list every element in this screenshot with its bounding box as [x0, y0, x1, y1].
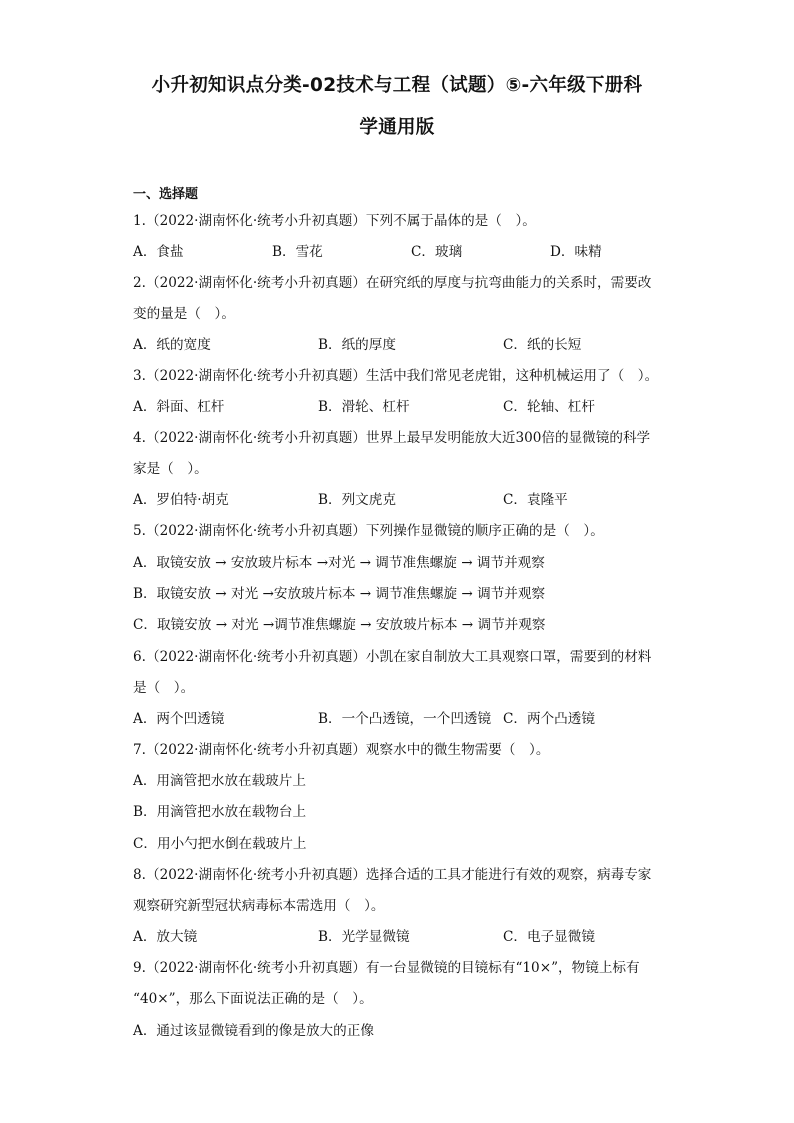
question-3-stem: 3.（2022·湖南怀化·统考小升初真题）生活中我们常见老虎钳，这种机械运用了（ ）。 [133, 368, 659, 384]
question-9-stem-line-2: “40×”，那么下面说法正确的是（ ）。 [133, 991, 373, 1007]
q6-option-a[interactable]: A．两个凹透镜 [133, 711, 225, 727]
q3-option-c[interactable]: C．轮轴、杠杆 [503, 399, 595, 415]
q6-option-b[interactable]: B．一个凸透镜，一个凹透镜 [318, 711, 492, 727]
q4-option-b[interactable]: B．列文虎克 [318, 492, 396, 508]
question-6-stem-line-1: 6.（2022·湖南怀化·统考小升初真题）小凯在家自制放大工具观察口罩，需要到的材料 [133, 649, 652, 665]
question-4-stem-line-2: 家是（ ）。 [133, 461, 208, 477]
q6-option-c[interactable]: C．两个凸透镜 [503, 711, 595, 727]
q8-option-b[interactable]: B．光学显微镜 [318, 929, 410, 945]
question-2-stem-line-1: 2.（2022·湖南怀化·统考小升初真题）在研究纸的厚度与抗弯曲能力的关系时，需要改 [133, 275, 652, 291]
q7-option-c[interactable]: C．用小勺把水倒在载玻片上 [133, 836, 307, 852]
q5-option-c[interactable]: C．取镜安放 → 对光 →调节准焦螺旋 → 安放玻片标本 → 调节并观察 [133, 617, 546, 633]
question-6-stem-line-2: 是（ ）。 [133, 680, 195, 696]
q2-option-c[interactable]: C．纸的长短 [503, 337, 582, 353]
q4-option-a[interactable]: A．罗伯特·胡克 [133, 492, 229, 508]
question-8-stem-line-2: 观察研究新型冠状病毒标本需选用（ ）。 [133, 898, 385, 914]
q3-option-b[interactable]: B．滑轮、杠杆 [318, 399, 410, 415]
q7-option-b[interactable]: B．用滴管把水放在载物台上 [133, 804, 307, 820]
q1-option-d[interactable]: D．味精 [550, 244, 602, 260]
q1-option-c[interactable]: C．玻璃 [411, 244, 463, 260]
q7-option-a[interactable]: A．用滴管把水放在载玻片上 [133, 773, 306, 789]
section-heading: 一、选择题 [133, 187, 199, 202]
q4-option-c[interactable]: C．袁隆平 [503, 492, 568, 508]
question-9-stem-line-1: 9.（2022·湖南怀化·统考小升初真题）有一台显微镜的目镜标有“10×”，物镜上标有 [133, 960, 640, 976]
document-title-line-1: 小升初知识点分类-02技术与工程（试题）⑤-六年级下册科 [151, 75, 643, 96]
q8-option-c[interactable]: C．电子显微镜 [503, 929, 595, 945]
q3-option-a[interactable]: A．斜面、杠杆 [133, 399, 225, 415]
q2-option-b[interactable]: B．纸的厚度 [318, 337, 396, 353]
q5-option-a[interactable]: A．取镜安放 → 安放玻片标本 →对光 → 调节准焦螺旋 → 调节并观察 [133, 555, 545, 571]
q5-option-b[interactable]: B．取镜安放 → 对光 →安放玻片标本 → 调节准焦螺旋 → 调节并观察 [133, 586, 546, 602]
document-title-line-2: 学通用版 [359, 117, 435, 138]
q9-option-a[interactable]: A．通过该显微镜看到的像是放大的正像 [133, 1023, 374, 1039]
q1-option-a[interactable]: A．食盐 [133, 244, 184, 260]
question-8-stem-line-1: 8.（2022·湖南怀化·统考小升初真题）选择合适的工具才能进行有效的观察，病毒专家 [133, 867, 652, 883]
q1-option-b[interactable]: B．雪花 [272, 244, 323, 260]
q2-option-a[interactable]: A．纸的宽度 [133, 337, 211, 353]
q8-option-a[interactable]: A．放大镜 [133, 929, 198, 945]
question-1-stem: 1.（2022·湖南怀化·统考小升初真题）下列不属于晶体的是（ ）。 [133, 213, 536, 229]
question-7-stem: 7.（2022·湖南怀化·统考小升初真题）观察水中的微生物需要（ ）。 [133, 742, 550, 758]
question-4-stem-line-1: 4.（2022·湖南怀化·统考小升初真题）世界上最早发明能放大近300倍的显微镜的科学 [133, 430, 651, 446]
question-5-stem: 5.（2022·湖南怀化·统考小升初真题）下列操作显微镜的顺序正确的是（ ）。 [133, 523, 604, 539]
question-2-stem-line-2: 变的量是（ ）。 [133, 306, 235, 322]
